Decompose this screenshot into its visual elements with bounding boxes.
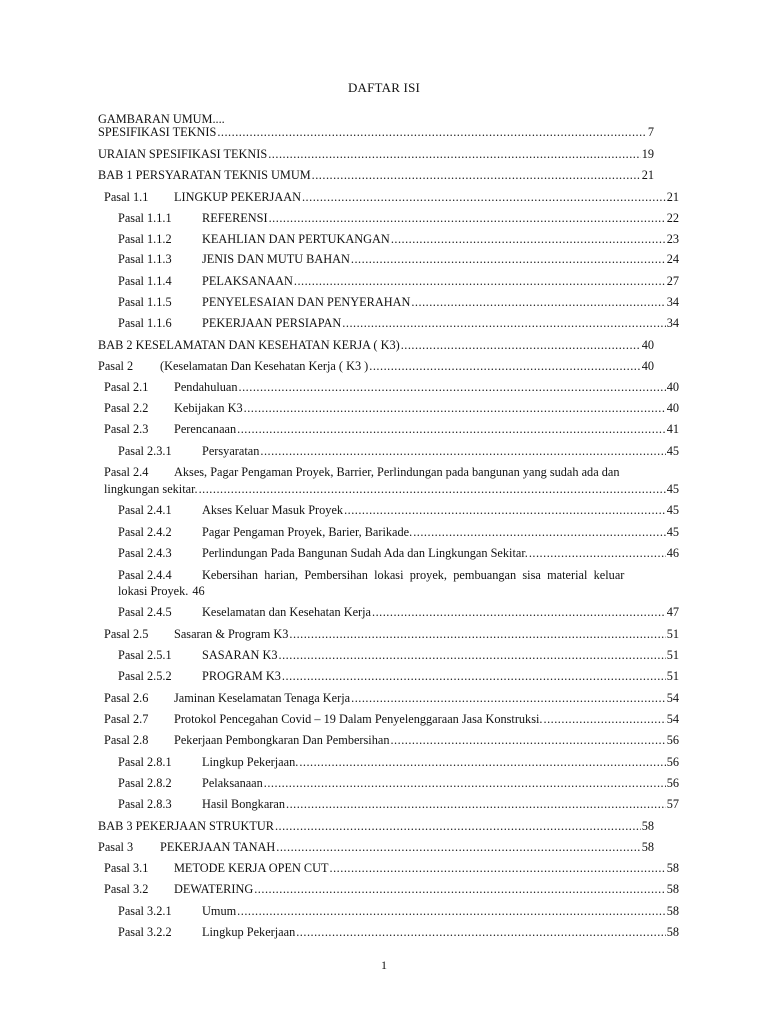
toc-entry-label: Akses Keluar Masuk Proyek — [202, 503, 344, 517]
toc-page-number: 45 — [666, 525, 679, 539]
toc-entry-label: SASARAN K3 — [202, 648, 278, 662]
toc-entry[interactable] — [118, 231, 679, 247]
toc-entry-label-continued: lingkungan sekitar. — [104, 482, 198, 496]
toc-page-number: 45 — [666, 482, 679, 496]
toc-page-number: 23 — [666, 232, 679, 246]
toc-entry-label: Perlindungan Pada Bangunan Sudah Ada dan Lingkungan Sekitar. — [202, 546, 528, 560]
toc-entry[interactable] — [104, 860, 679, 876]
toc-page-number: 41 — [666, 422, 679, 436]
toc-dots-leader — [529, 545, 666, 561]
page-number: 1 — [381, 958, 387, 972]
toc-entry[interactable] — [104, 711, 679, 727]
toc-entry[interactable] — [104, 881, 679, 897]
toc-page-number: 19 — [641, 147, 654, 161]
toc-dots-leader — [269, 210, 666, 226]
toc-dots-leader — [351, 251, 666, 267]
toc-entry-number: Pasal 3.2.2 — [118, 925, 172, 939]
toc-page-number: 24 — [666, 252, 679, 266]
toc-entry[interactable] — [118, 567, 679, 583]
toc-page-number: 7 — [647, 125, 654, 139]
toc-page-number: 34 — [666, 316, 679, 330]
toc-heading-dots: .... — [212, 112, 225, 126]
toc-entry[interactable] — [98, 839, 654, 855]
toc-entry[interactable] — [118, 251, 679, 267]
toc-dots-leader — [344, 502, 666, 518]
toc-entry-label: Kebersihan harian, Pembersihan lokasi proyek, pembuangan sisa material keluar — [202, 568, 625, 582]
toc-entry-number: Pasal 2.3 — [104, 422, 149, 436]
toc-entry-label: Kebijakan K3 — [174, 401, 243, 415]
toc-dots-leader — [237, 903, 666, 919]
toc-entry-label: BAB 2 KESELAMATAN DAN KESEHATAN KERJA ( K3) — [98, 338, 400, 352]
toc-entry-number: Pasal 2.4.5 — [118, 605, 172, 619]
toc-page-number: 45 — [666, 444, 679, 458]
toc-entry[interactable] — [104, 464, 679, 480]
toc-entry-number: Pasal 2.4.3 — [118, 546, 172, 560]
toc-entry-number: Pasal 2.8 — [104, 733, 149, 747]
toc-heading-label: GAMBARAN UMUM — [98, 112, 213, 126]
toc-entry-number: Pasal 3.2.1 — [118, 904, 172, 918]
toc-entry-label: PEKERJAAN TANAH — [160, 840, 276, 854]
toc-entry-label: Keselamatan dan Kesehatan Kerja — [202, 605, 371, 619]
toc-entry-number: Pasal 2.4.1 — [118, 503, 172, 517]
toc-entry-number: Pasal 1.1.1 — [118, 211, 172, 225]
toc-entry-label: PROGRAM K3 — [202, 669, 281, 683]
toc-dots-leader — [302, 189, 666, 205]
toc-entry-number: Pasal 2.4.2 — [118, 525, 172, 539]
toc-entry-label: Hasil Bongkaran — [202, 797, 285, 811]
page-title: DAFTAR ISI — [347, 80, 421, 95]
toc-entry-number: Pasal 2.8.3 — [118, 797, 172, 811]
toc-dots-leader — [217, 124, 647, 140]
toc-entry-label: Lingkup Pekerjaan. — [202, 755, 299, 769]
toc-dots-leader — [296, 924, 665, 940]
toc-entry-label: REFERENSI — [202, 211, 268, 225]
toc-dots-leader — [286, 796, 666, 812]
toc-dots-leader — [413, 524, 666, 540]
toc-dots-leader — [351, 690, 666, 706]
toc-entry-number: Pasal 1.1.4 — [118, 274, 172, 288]
toc-entry-number: Pasal 2.2 — [104, 401, 149, 415]
toc-entry-label: Pekerjaan Pembongkaran Dan Pembersihan — [174, 733, 390, 747]
toc-entry[interactable] — [118, 668, 679, 684]
toc-dots-leader — [254, 881, 665, 897]
toc-dots-leader — [276, 839, 640, 855]
toc-entry-number: Pasal 2.5.1 — [118, 648, 172, 662]
toc-entry-number: Pasal 1.1 — [104, 190, 149, 204]
toc-entry[interactable] — [104, 732, 679, 748]
toc-entry-label: PELAKSANAAN — [202, 274, 293, 288]
toc-dots-leader — [330, 860, 666, 876]
toc-page-number: 34 — [666, 295, 679, 309]
toc-entry-label: Jaminan Keselamatan Tenaga Kerja — [174, 691, 351, 705]
toc-entry-number: Pasal 2.4.4 — [118, 568, 172, 582]
toc-entry[interactable] — [104, 379, 679, 395]
toc-entry[interactable] — [118, 903, 679, 919]
toc-entry-label: BAB 3 PEKERJAAN STRUKTUR — [98, 819, 274, 833]
toc-page-number: 21 — [666, 190, 679, 204]
toc-entry-label: URAIAN SPESIFIKASI TEKNIS — [98, 147, 268, 161]
toc-page-number: 40 — [641, 359, 654, 373]
toc-page-number: 22 — [666, 211, 679, 225]
toc-entry-label: SPESIFIKASI TEKNIS — [98, 125, 217, 139]
toc-entry[interactable] — [118, 604, 679, 620]
toc-dots-leader — [411, 294, 665, 310]
toc-entry-label: Pendahuluan — [174, 380, 238, 394]
toc-entry[interactable] — [118, 315, 679, 331]
toc-entry-number: Pasal 2.3.1 — [118, 444, 172, 458]
toc-entry[interactable] — [104, 189, 679, 205]
toc-page-number: 40 — [641, 338, 654, 352]
toc-entry-label: LINGKUP PEKERJAAN — [174, 190, 301, 204]
toc-entry-number: Pasal 2.8.1 — [118, 755, 172, 769]
toc-page-number: 51 — [666, 669, 679, 683]
toc-dots-leader — [369, 358, 640, 374]
toc-entry[interactable] — [98, 337, 654, 353]
toc-dots-leader — [312, 167, 641, 183]
toc-entry[interactable] — [118, 924, 679, 940]
toc-entry-number: Pasal 2.7 — [104, 712, 149, 726]
toc-entry[interactable] — [118, 545, 679, 561]
toc-entry-continuation[interactable] — [118, 583, 205, 599]
toc-dots-leader — [268, 146, 640, 162]
toc-dots-leader — [372, 604, 666, 620]
toc-entry[interactable] — [98, 124, 654, 140]
toc-entry-continuation[interactable] — [104, 481, 679, 497]
toc-dots-leader — [199, 481, 666, 497]
toc-entry[interactable] — [118, 647, 679, 663]
toc-page-number: 54 — [666, 712, 679, 726]
toc-dots-leader — [244, 400, 666, 416]
toc-entry[interactable] — [118, 273, 679, 289]
toc-entry-label: (Keselamatan Dan Kesehatan Kerja ( K3 ) — [160, 359, 369, 373]
toc-page-number: 27 — [666, 274, 679, 288]
toc-page-number: 57 — [666, 797, 679, 811]
toc-entry-number: Pasal 1.1.5 — [118, 295, 172, 309]
toc-dots-leader — [275, 818, 641, 834]
toc-entry[interactable] — [104, 626, 679, 642]
toc-entry-label: Persyaratan — [202, 444, 260, 458]
toc-entry-label: Sasaran & Program K3 — [174, 627, 289, 641]
toc-entry-number: Pasal 1.1.2 — [118, 232, 172, 246]
toc-page-number: 40 — [666, 380, 679, 394]
toc-page-number: 51 — [666, 627, 679, 641]
toc-dots-leader — [401, 337, 641, 353]
toc-entry-number: Pasal 2.4 — [104, 465, 149, 479]
toc-page-number: 47 — [666, 605, 679, 619]
toc-page-number: 56 — [666, 776, 679, 790]
toc-entry[interactable] — [104, 690, 679, 706]
toc-dots-leader — [390, 732, 665, 748]
toc-page-number: 54 — [666, 691, 679, 705]
toc-entry[interactable] — [98, 818, 654, 834]
toc-dots-leader — [294, 273, 666, 289]
toc-entry-number: Pasal 2.5 — [104, 627, 149, 641]
toc-entry[interactable] — [98, 146, 654, 162]
toc-dots-leader — [342, 315, 665, 331]
toc-page-number: 58 — [666, 904, 679, 918]
toc-entry-number: Pasal 3 — [98, 840, 134, 854]
toc-entry-number: Pasal 2.1 — [104, 380, 149, 394]
toc-entry-number: Pasal 3.1 — [104, 861, 149, 875]
toc-entry-label: Umum — [202, 904, 237, 918]
toc-entry-label: Pelaksanaan — [202, 776, 263, 790]
toc-dots-leader — [391, 231, 666, 247]
toc-entry[interactable] — [118, 210, 679, 226]
toc-page-number: 45 — [666, 503, 679, 517]
toc-entry[interactable] — [118, 796, 679, 812]
toc-page-number: 58 — [666, 882, 679, 896]
toc-entry-label: BAB 1 PERSYARATAN TEKNIS UMUM — [98, 168, 311, 182]
toc-page-number: 58 — [641, 840, 654, 854]
toc-dots-leader — [264, 775, 666, 791]
toc-entry[interactable] — [118, 502, 679, 518]
toc-entry-label: Lingkup Pekerjaan — [202, 925, 296, 939]
toc-page-number: 58 — [641, 819, 654, 833]
toc-entry-label: JENIS DAN MUTU BAHAN — [202, 252, 350, 266]
toc-dots-leader — [282, 668, 666, 684]
toc-page-number: 51 — [666, 648, 679, 662]
toc-entry[interactable] — [118, 443, 679, 459]
toc-page-number: 21 — [641, 168, 654, 182]
toc-entry-label: Protokol Pencegahan Covid – 19 Dalam Penyelenggaraan Jasa Konstruksi. — [174, 712, 543, 726]
toc-dots-leader — [289, 626, 665, 642]
toc-entry-label: PEKERJAAN PERSIAPAN — [202, 316, 342, 330]
toc-entry-number: Pasal 2.8.2 — [118, 776, 172, 790]
toc-dots-leader — [237, 421, 666, 437]
toc-page-number: 58 — [666, 861, 679, 875]
toc-entry-number: Pasal 3.2 — [104, 882, 149, 896]
toc-entry-label: Pagar Pengaman Proyek, Barier, Barikade. — [202, 525, 413, 539]
toc-entry-label: Akses, Pagar Pengaman Proyek, Barrier, Perlindungan pada bangunan yang sudah ada dan — [174, 465, 620, 479]
toc-entry-label-continued: lokasi Proyek. — [118, 584, 189, 598]
toc-entry-number: Pasal 2 — [98, 359, 134, 373]
toc-entry[interactable] — [118, 294, 679, 310]
toc-entry-number: Pasal 2.6 — [104, 691, 149, 705]
toc-entry[interactable] — [118, 775, 679, 791]
toc-page-number: 40 — [666, 401, 679, 415]
toc-entry[interactable] — [104, 400, 679, 416]
toc-dots-leader — [279, 647, 666, 663]
toc-dots-leader — [260, 443, 665, 459]
toc-dots-leader — [544, 711, 666, 727]
toc-entry-label: PENYELESAIAN DAN PENYERAHAN — [202, 295, 411, 309]
toc-entry-label: Perencanaan — [174, 422, 237, 436]
toc-page-number: 56 — [666, 755, 679, 769]
toc-entry-number: Pasal 2.5.2 — [118, 669, 172, 683]
toc-page-number: 58 — [666, 925, 679, 939]
toc-entry[interactable] — [118, 524, 679, 540]
toc-entry[interactable] — [104, 421, 679, 437]
toc-page-number: 46 — [666, 546, 679, 560]
toc-dots-leader — [239, 379, 666, 395]
toc-entry-label: KEAHLIAN DAN PERTUKANGAN — [202, 232, 390, 246]
toc-entry-label: DEWATERING — [174, 882, 254, 896]
toc-page-number: 46 — [192, 584, 205, 598]
toc-entry[interactable] — [118, 754, 679, 770]
toc-entry[interactable] — [98, 167, 654, 183]
toc-page-number: 56 — [666, 733, 679, 747]
toc-dots-leader — [299, 754, 665, 770]
toc-entry-number: Pasal 1.1.3 — [118, 252, 172, 266]
toc-entry-label: METODE KERJA OPEN CUT — [174, 861, 329, 875]
toc-entry[interactable] — [98, 358, 654, 374]
toc-entry-number: Pasal 1.1.6 — [118, 316, 172, 330]
